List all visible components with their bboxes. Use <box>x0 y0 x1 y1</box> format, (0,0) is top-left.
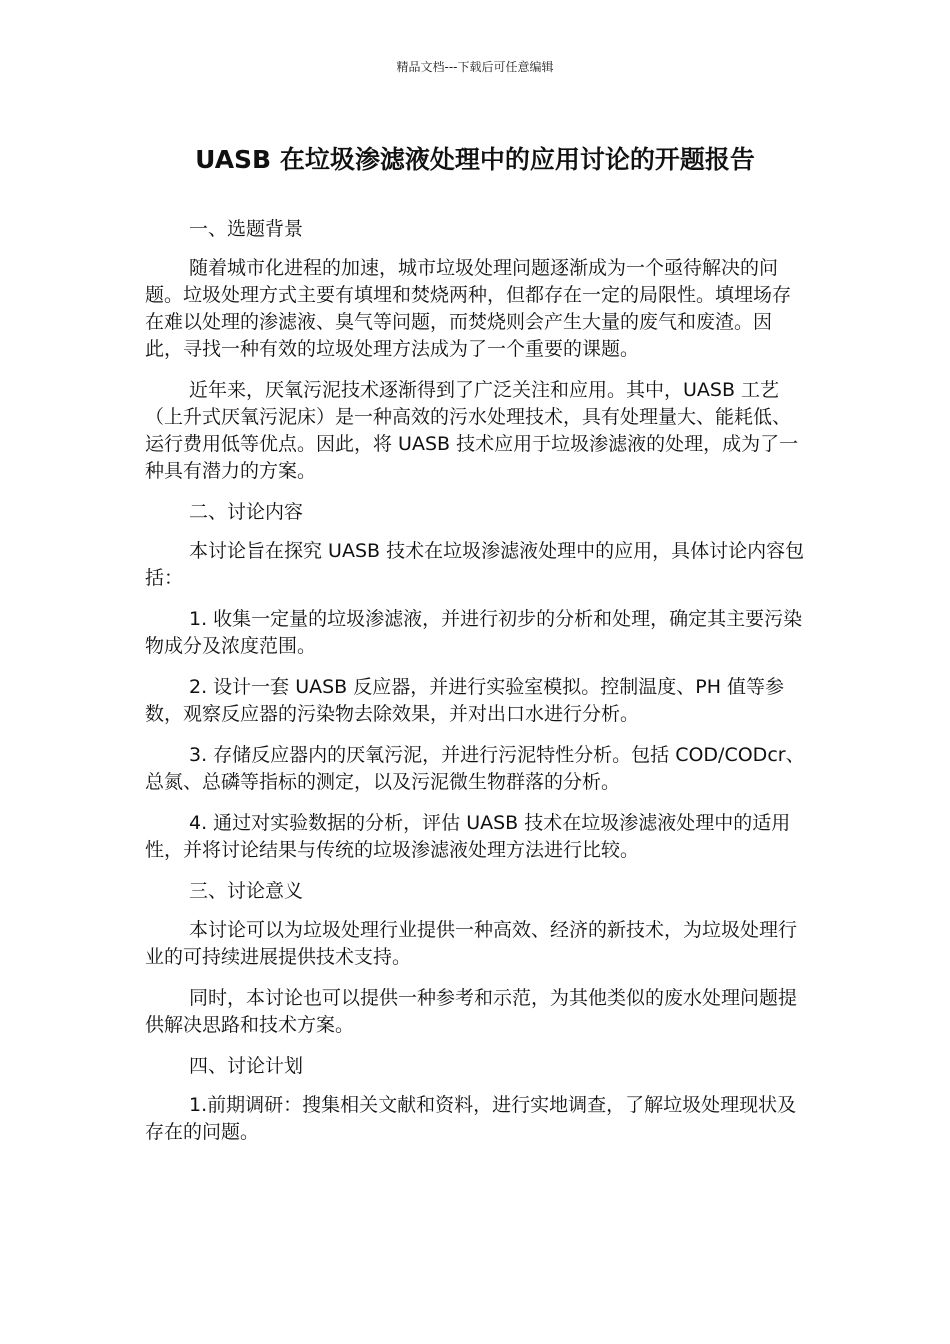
section-heading-background: 一、选题背景 <box>189 218 304 240</box>
list-item-plan-1: 1.前期调研：搜集相关文献和资料，进行实地调查，了解垃圾处理现状及存在的问题。 <box>145 1094 797 1143</box>
section-heading-significance: 三、讨论意义 <box>189 880 304 902</box>
section-heading-plan: 四、讨论计划 <box>189 1055 304 1077</box>
section-heading-content: 二、讨论内容 <box>189 501 304 523</box>
paragraph-background-1: 随着城市化进程的加速，城市垃圾处理问题逐渐成为一个亟待解决的问题。垃圾处理方式主要有填埋和焚烧两种，但都存在一定的局限性。填埋场存在难以处理的渗滤液、臭气等问题，而焚烧则会产生大量的废气和废渣。因此，寻找一种有效的垃圾处理方法成为了一个重要的课题。 <box>145 257 792 360</box>
document-body <box>145 216 805 1160</box>
list-item-content-2: 2. 设计一套 UASB 反应器，并进行实验室模拟。控制温度、PH 值等参数，观察反应器的污染物去除效果，并对出口水进行分析。 <box>145 676 785 725</box>
list-item-content-1: 1. 收集一定量的垃圾渗滤液，并进行初步的分析和处理，确定其主要污染物成分及浓度范围。 <box>145 608 803 657</box>
document-title: UASB 在垃圾渗滤液处理中的应用讨论的开题报告 <box>195 145 755 174</box>
paragraph-content-intro: 本讨论旨在探究 UASB 技术在垃圾渗滤液处理中的应用，具体讨论内容包括： <box>145 540 805 589</box>
header-note: 精品文档---下载后可任意编辑 <box>396 60 554 74</box>
list-item-content-3: 3. 存储反应器内的厌氧污泥，并进行污泥特性分析。包括 COD/CODcr、总氮、总磷等指标的测定，以及污泥微生物群落的分析。 <box>145 744 805 793</box>
paragraph-background-2: 近年来，厌氧污泥技术逐渐得到了广泛关注和应用。其中，UASB 工艺（上升式厌氧污泥床）是一种高效的污水处理技术，具有处理量大、能耗低、运行费用低等优点。因此，将 UASB 技术应用于垃圾渗滤液的处理，成为了一种具有潜力的方案。 <box>145 379 799 482</box>
list-item-content-4: 4. 通过对实验数据的分析，评估 UASB 技术在垃圾渗滤液处理中的适用性，并将讨论结果与传统的垃圾渗滤液处理方法进行比较。 <box>145 812 791 861</box>
paragraph-significance-2: 同时，本讨论也可以提供一种参考和示范，为其他类似的废水处理问题提供解决思路和技术方案。 <box>145 987 798 1036</box>
paragraph-significance-1: 本讨论可以为垃圾处理行业提供一种高效、经济的新技术，为垃圾处理行业的可持续进展提供技术支持。 <box>145 919 798 968</box>
